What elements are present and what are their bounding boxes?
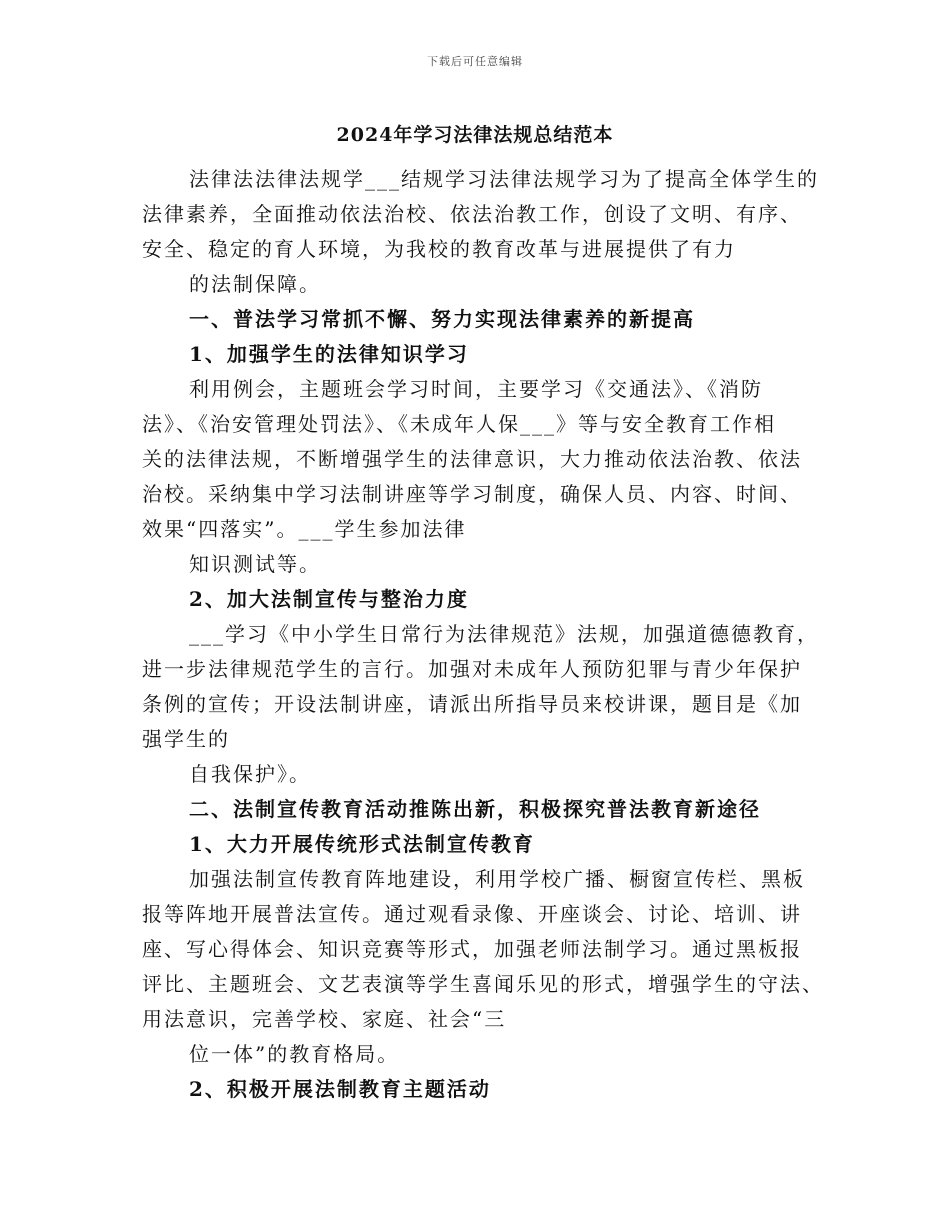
body-line: 评比、主题班会、文艺表演等学生喜闻乐见的形式，增强学生的守法、	[142, 972, 824, 996]
page-header-note: 下载后可任意编辑	[427, 55, 523, 68]
body-line: 条例的宣传；开设法制讲座，请派出所指导员来校讲课，题目是《加	[142, 692, 802, 716]
body-line: 法》、《治安管理处罚法》、《未成年人保___》等与安全教育工作相	[142, 412, 776, 436]
document-title: 2024年学习法律法规总结范本	[336, 124, 614, 146]
body-line: 治校。采纳集中学习法制讲座等学习制度，确保人员、内容、时间、	[142, 482, 802, 506]
body-line: 的法制保障。	[189, 272, 321, 296]
body-line: ___学习《中小学生日常行为法律规范》法规，加强道德德教育，	[189, 622, 819, 646]
body-line: 进一步法律规范学生的言行。加强对未成年人预防犯罪与青少年保护	[142, 657, 802, 681]
body-line: 法律素养，全面推动依法治校、依法治教工作，创设了文明、有序、	[142, 202, 802, 226]
subsection-heading: 1、大力开展传统形式法制宣传教育	[189, 832, 535, 856]
body-line: 效果“四落实”。___学生参加法律	[142, 517, 467, 541]
subsection-heading: 2、积极开展法制教育主题活动	[189, 1077, 491, 1101]
subsection-heading: 2、加大法制宣传与整治力度	[189, 587, 469, 611]
body-line: 加强法制宣传教育阵地建设，利用学校广播、橱窗宣传栏、黑板	[189, 867, 805, 891]
section-heading: 一、普法学习常抓不懈、努力实现法律素养的新提高	[189, 307, 695, 331]
body-line: 位一体”的教育格局。	[189, 1042, 400, 1066]
body-line: 法律法法律法规学___结规学习法律法规学习为了提高全体学生的	[189, 167, 819, 191]
document-body	[142, 162, 842, 1107]
subsection-heading: 1、加强学生的法律知识学习	[189, 342, 469, 366]
body-line: 报等阵地开展普法宣传。通过观看录像、开座谈会、讨论、培训、讲	[142, 902, 802, 926]
body-line: 知识测试等。	[189, 552, 321, 576]
body-line: 座、写心得体会、知识竞赛等形式，加强老师法制学习。通过黑板报	[142, 937, 802, 961]
body-line: 用法意识，完善学校、家庭、社会“三	[142, 1007, 507, 1031]
body-line: 自我保护》。	[189, 762, 311, 786]
body-line: 安全、稳定的育人环境，为我校的教育改革与进展提供了有力	[142, 237, 736, 261]
body-line: 强学生的	[142, 727, 230, 751]
body-line: 关的法律法规，不断增强学生的法律意识，大力推动依法治教、依法	[142, 447, 802, 471]
section-heading: 二、法制宣传教育活动推陈出新，积极探究普法教育新途径	[189, 797, 761, 821]
body-line: 利用例会，主题班会学习时间，主要学习《交通法》、《消防	[189, 377, 763, 401]
